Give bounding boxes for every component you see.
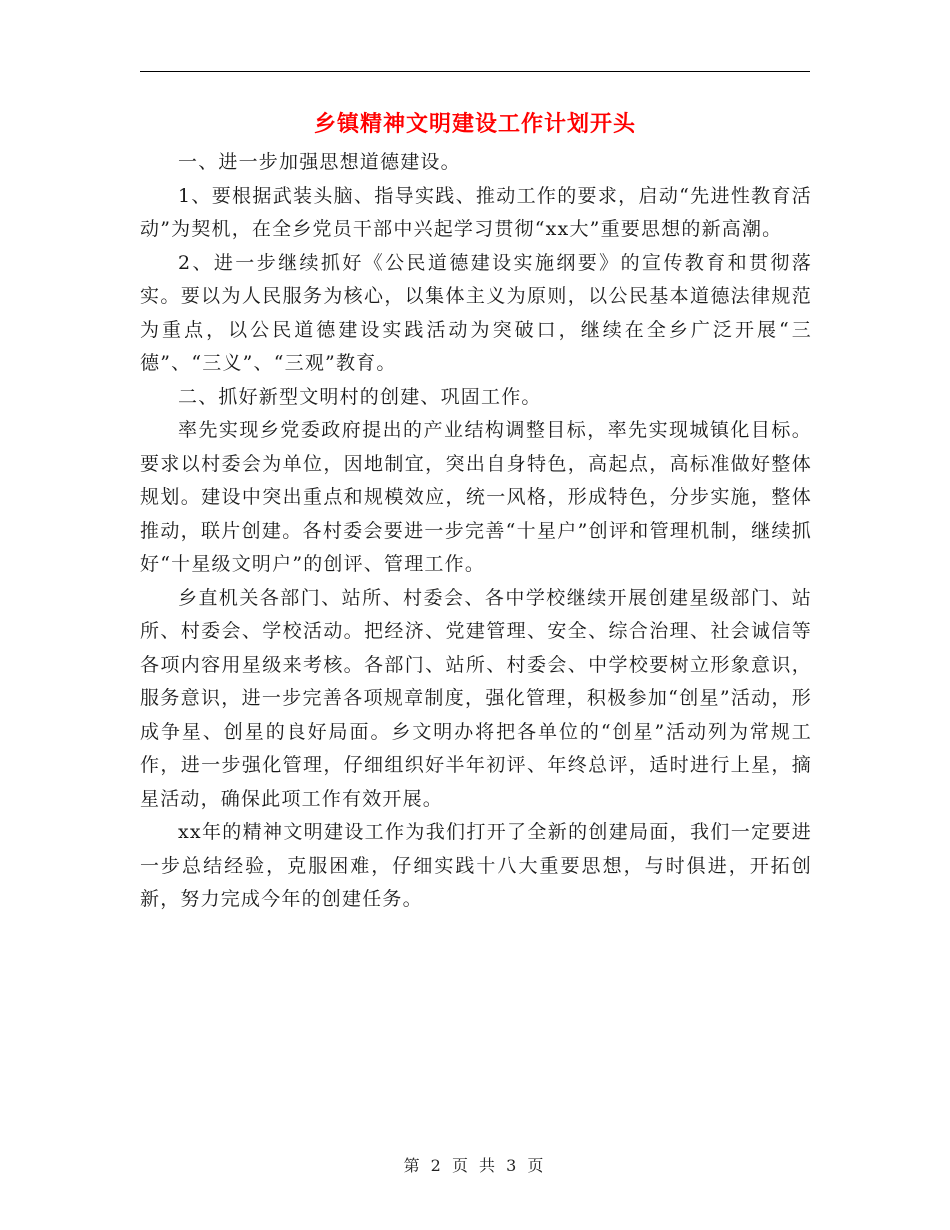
header-rule xyxy=(140,71,810,72)
paragraph-item-1: 1、要根据武装头脑、指导实践、推动工作的要求，启动“先进性教育活动”为契机，在全乡党员干部中兴起学习贯彻“xx大”重要思想的新高潮。 xyxy=(140,184,812,240)
paragraph-conclusion: xx年的精神文明建设工作为我们打开了全新的创建局面，我们一定要进一步总结经验，克服困难，仔细实践十八大重要思想，与时俱进，开拓创新，努力完成今年的创建任务。 xyxy=(140,821,812,910)
paragraph-body-1: 率先实现乡党委政府提出的产业结构调整目标，率先实现城镇化目标。要求以村委会为单位，因地制宜，突出自身特色，高起点，高标准做好整体规划。建设中突出重点和规模效应，统一风格，形成特色，分步实施，整体推动，联片创建。各村委会要进一步完善“十星户”创评和管理机制，继续抓好“十星级文明户”的创评、管理工作。 xyxy=(140,419,812,575)
page-number: 第 2 页 共 3 页 xyxy=(403,1156,547,1175)
document-title: 乡镇精神文明建设工作计划开头 xyxy=(313,112,636,137)
section-heading-2: 二、抓好新型文明村的创建、巩固工作。 xyxy=(178,385,542,408)
document-body xyxy=(140,146,812,917)
paragraph-item-2: 2、进一步继续抓好《公民道德建设实施纲要》的宣传教育和贯彻落实。要以为人民服务为核心，以集体主义为原则，以公民基本道德法律规范为重点，以公民道德建设实践活动为突破口，继续在全乡广泛开展“三德”、“三义”、“三观”教育。 xyxy=(140,251,812,374)
section-heading-1: 一、进一步加强思想道德建设。 xyxy=(178,151,461,173)
paragraph-body-2: 乡直机关各部门、站所、村委会、各中学校继续开展创建星级部门、站所、村委会、学校活动。把经济、党建管理、安全、综合治理、社会诚信等各项内容用星级来考核。各部门、站所、村委会、中学校要树立形象意识，服务意识，进一步完善各项规章制度，强化管理，积极参加“创星”活动，形成争星、创星的良好局面。乡文明办将把各单位的“创星”活动列为常规工作，进一步强化管理，仔细组织好半年初评、年终总评，适时进行上星，摘星活动，确保此项工作有效开展。 xyxy=(140,586,812,810)
